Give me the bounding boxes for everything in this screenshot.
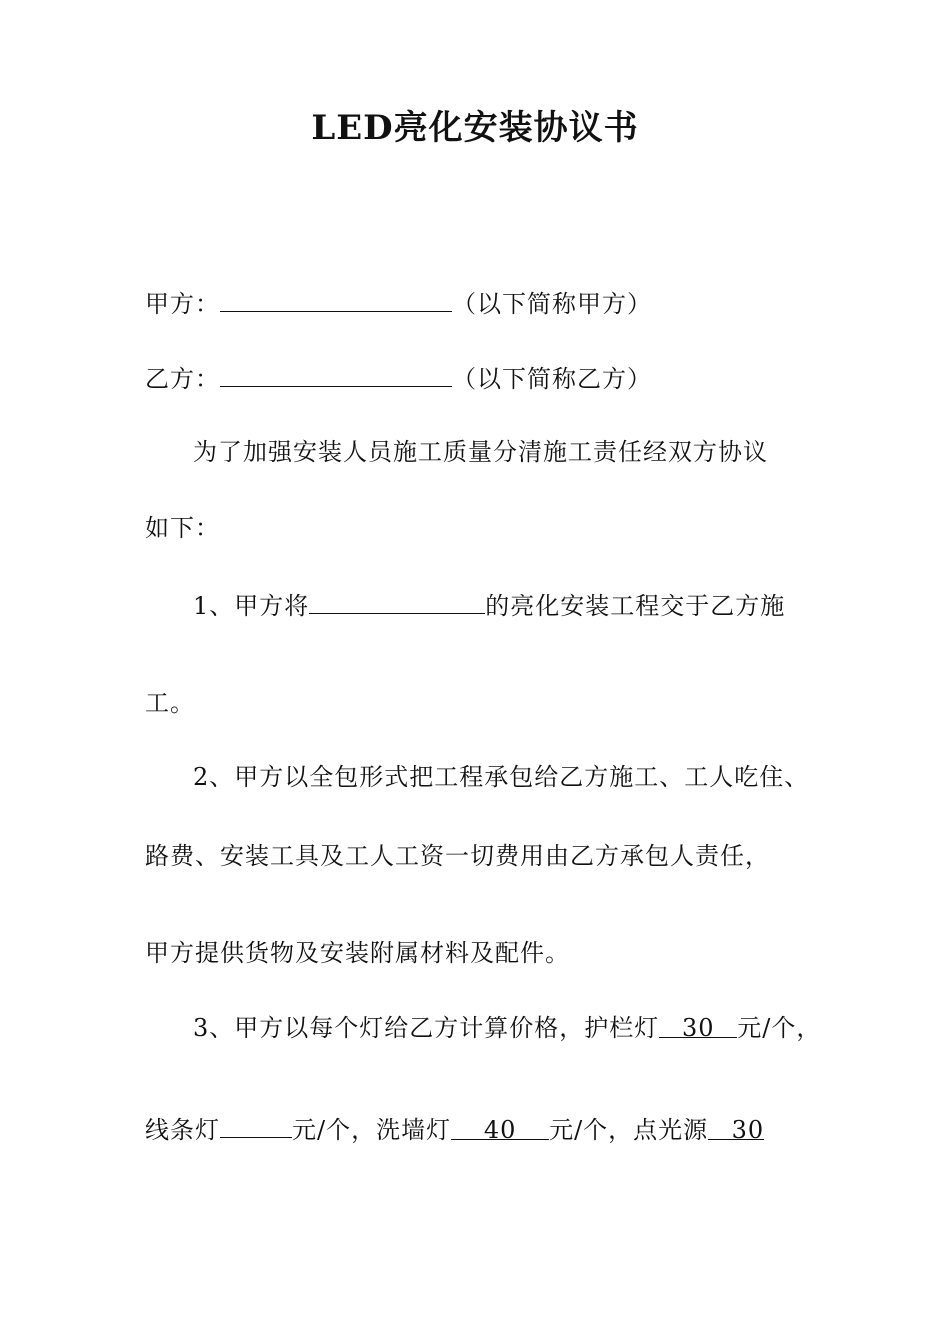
party-a-label: 甲方： <box>145 290 220 318</box>
clause-1-line-1 <box>193 589 785 621</box>
party-a-note: （以下简称甲方） <box>452 290 652 318</box>
clause-3-line-1 <box>193 1013 821 1043</box>
party-a-blank[interactable] <box>220 287 452 312</box>
point-price-blank[interactable]: 30 <box>708 1115 764 1140</box>
clause-3-before: 3、甲方以每个灯给乙方计算价格，护栏灯 <box>193 1014 660 1042</box>
party-a-line <box>145 287 652 319</box>
party-b-blank[interactable] <box>220 362 452 387</box>
clause-1-line-2: 工。 <box>145 689 195 717</box>
party-b-line <box>145 362 652 394</box>
project-name-blank[interactable] <box>309 589 485 614</box>
clause-2-line-1: 2、甲方以全包形式把工程承包给乙方施工、工人吃住、 <box>193 763 810 791</box>
intro-line-2: 如下： <box>145 514 220 542</box>
linear-light-label: 线条灯 <box>145 1116 220 1144</box>
party-b-note: （以下简称乙方） <box>452 365 652 393</box>
party-b-label: 乙方： <box>145 365 220 393</box>
unit-wallwash-label: 元/个，洗墙灯 <box>292 1116 452 1144</box>
clause-3-line-2 <box>145 1113 764 1145</box>
clause-3-after: 元/个， <box>737 1014 822 1042</box>
unit-point-label: 元/个，点光源 <box>549 1116 709 1144</box>
clause-1-after: 的亮化安装工程交于乙方施 <box>485 592 786 620</box>
intro-line-1: 为了加强安装人员施工质量分清施工责任经双方协议 <box>193 438 768 466</box>
clause-2-line-3: 甲方提供货物及安装附属材料及配件。 <box>145 939 570 967</box>
guardrail-price-blank[interactable]: 30 <box>659 1013 737 1038</box>
clause-1-before: 1、甲方将 <box>193 592 310 620</box>
linear-price-blank[interactable] <box>220 1113 292 1138</box>
clause-2-line-2: 路费、安装工具及工人工资一切费用由乙方承包人责任， <box>145 842 770 870</box>
document-title: LED亮化安装协议书 <box>311 108 639 148</box>
wallwash-price-blank[interactable]: 40 <box>451 1115 549 1140</box>
